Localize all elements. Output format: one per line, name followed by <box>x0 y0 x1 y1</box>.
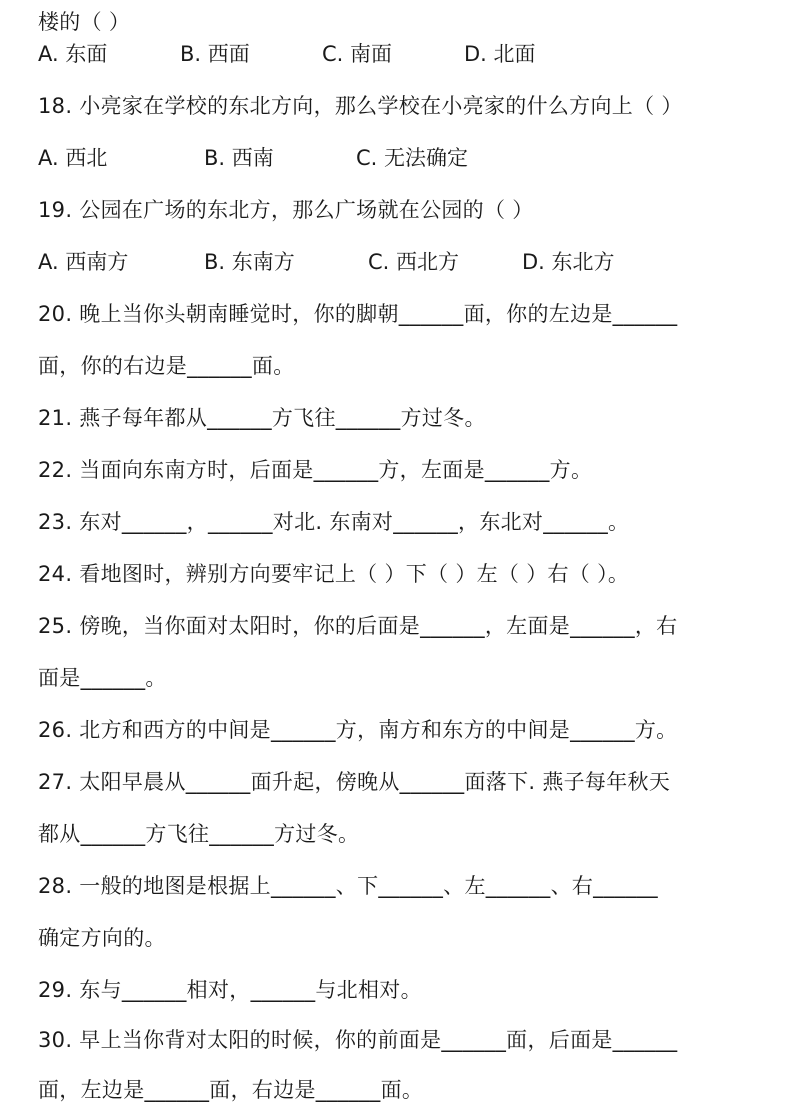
q30-line-1: 30. 早上当你背对太阳的时候，你的前面是______面，后面是______ <box>38 1028 678 1052</box>
q17-option-b: B. 西面 <box>180 42 250 66</box>
q19-stem: 19. 公园在广场的东北方，那么广场就在公园的（ ） <box>38 198 534 222</box>
q25-line-1: 25. 傍晚，当你面对太阳时，你的后面是______，左面是______，右 <box>38 614 678 638</box>
q27-line-2: 都从______方飞往______方过冬。 <box>38 822 360 846</box>
q19-option-b: B. 东南方 <box>204 250 295 274</box>
q17-option-c: C. 南面 <box>322 42 393 66</box>
q26-line-1: 26. 北方和西方的中间是______方，南方和东方的中间是______方。 <box>38 718 678 742</box>
q17-stem-tail: 楼的（ ） <box>38 10 131 34</box>
q24-line-1: 24. 看地图时，辨别方向要牢记上（ ）下（ ）左（ ）右（ ）。 <box>38 562 630 586</box>
q30-line-2: 面，左边是______面，右边是______面。 <box>38 1078 424 1102</box>
q19-option-a: A. 西南方 <box>38 250 129 274</box>
q21-line-1: 21. 燕子每年都从______方飞往______方过冬。 <box>38 406 486 430</box>
q28-line-2: 确定方向的。 <box>38 926 166 950</box>
q27-line-1: 27. 太阳早晨从______面升起，傍晚从______面落下. 燕子每年秋天 <box>38 770 671 794</box>
q20-line-1: 20. 晚上当你头朝南睡觉时，你的脚朝______面，你的左边是______ <box>38 302 678 326</box>
q19-option-d: D. 东北方 <box>522 250 615 274</box>
q18-option-c: C. 无法确定 <box>356 146 469 170</box>
q18-stem: 18. 小亮家在学校的东北方向，那么学校在小亮家的什么方向上（ ） <box>38 94 683 118</box>
q25-line-2: 面是______。 <box>38 666 167 690</box>
q29-line-1: 29. 东与______相对，______与北相对。 <box>38 978 422 1002</box>
q28-line-1: 28. 一般的地图是根据上______、下______、左______、右______ <box>38 874 658 898</box>
q22-line-1: 22. 当面向东南方时，后面是______方，左面是______方。 <box>38 458 593 482</box>
q17-option-a: A. 东面 <box>38 42 108 66</box>
q18-option-a: A. 西北 <box>38 146 108 170</box>
q20-line-2: 面，你的右边是______面。 <box>38 354 295 378</box>
q17-option-d: D. 北面 <box>464 42 536 66</box>
q19-option-c: C. 西北方 <box>368 250 460 274</box>
q23-line-1: 23. 东对______，______对北. 东南对______，东北对______。 <box>38 510 630 534</box>
q18-option-b: B. 西南 <box>204 146 274 170</box>
